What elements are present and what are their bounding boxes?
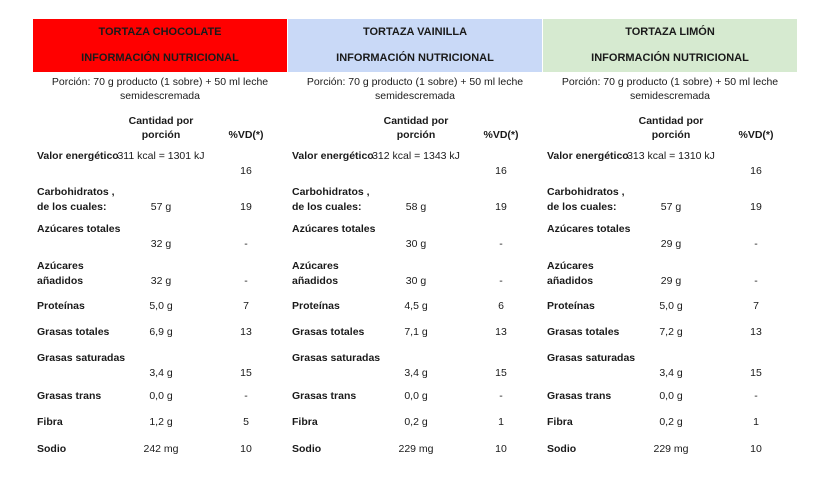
column-headers <box>33 114 287 150</box>
nutrient-quantity: 6,9 g <box>149 326 173 338</box>
column-headers <box>543 114 797 150</box>
nutrient-quantity: 30 g <box>405 238 427 250</box>
nutrient-vd: 7 <box>243 300 249 312</box>
nutrient-label: Valor energético <box>37 150 119 162</box>
nutrient-quantity: 32 g <box>150 275 172 287</box>
nutrient-quantity: 57 g <box>660 201 682 213</box>
header-vd: %VD(*) <box>228 129 264 141</box>
column-headers <box>288 114 542 150</box>
nutrient-vd: 15 <box>750 367 762 379</box>
nutrient-quantity: 5,0 g <box>149 300 173 312</box>
nutrient-label: Carbohidratos , de los cuales: <box>547 186 625 213</box>
nutrient-label: Azúcares totales <box>547 223 631 235</box>
nutrient-label: Fibra <box>37 416 63 428</box>
nutrient-quantity: 0,0 g <box>659 390 683 402</box>
nutrient-label: Proteínas <box>547 300 595 312</box>
nutrient-vd: - <box>244 238 248 250</box>
nutrient-label: Grasas totales <box>547 326 620 338</box>
nutrient-label: Grasas saturadas <box>37 352 126 364</box>
nutrient-quantity: 312 kcal = 1343 kJ <box>372 150 460 162</box>
nutrient-label: Grasas saturadas <box>547 352 636 364</box>
nutrient-quantity: 313 kcal = 1310 kJ <box>627 150 715 162</box>
panel-title: TORTAZA CHOCOLATE <box>33 19 287 45</box>
nutrient-label: Grasas trans <box>292 390 357 402</box>
nutrient-quantity: 3,4 g <box>659 367 683 379</box>
nutrient-quantity: 0,2 g <box>404 416 428 428</box>
nutrient-quantity: 32 g <box>150 238 172 250</box>
nutrient-quantity: 229 mg <box>653 443 689 455</box>
panel-chocolate <box>33 19 287 455</box>
nutrient-vd: 7 <box>753 300 759 312</box>
portion-text: Porción: 70 g producto (1 sobre) + 50 ml leche semidescremada <box>51 76 269 102</box>
panel-title: TORTAZA VAINILLA <box>288 19 542 45</box>
nutrient-vd: - <box>499 238 503 250</box>
nutrient-quantity: 58 g <box>405 201 427 213</box>
nutrient-vd: 19 <box>750 201 762 213</box>
nutrient-vd: 1 <box>498 416 504 428</box>
panel-title: TORTAZA LIMÓN <box>543 19 797 45</box>
nutrient-vd: 10 <box>750 443 762 455</box>
nutrient-quantity: 29 g <box>660 238 682 250</box>
nutrient-label: Azúcares añadidos <box>547 260 594 287</box>
nutrient-vd: 16 <box>495 165 507 177</box>
nutrient-vd: 13 <box>240 326 252 338</box>
nutrient-vd: 6 <box>498 300 504 312</box>
nutrient-vd: 10 <box>240 443 252 455</box>
nutrient-vd: - <box>754 390 758 402</box>
nutrient-label: Grasas totales <box>292 326 365 338</box>
nutrient-vd: - <box>754 238 758 250</box>
nutrient-label: Proteínas <box>292 300 340 312</box>
nutrient-quantity: 1,2 g <box>149 416 173 428</box>
nutrient-label: Grasas trans <box>547 390 612 402</box>
nutrient-label: Carbohidratos , de los cuales: <box>37 186 115 213</box>
nutrient-vd: 19 <box>495 201 507 213</box>
nutrient-quantity: 30 g <box>405 275 427 287</box>
panel-subtitle: INFORMACIÓN NUTRICIONAL <box>33 45 287 72</box>
nutrient-label: Azúcares añadidos <box>292 260 339 287</box>
header-vd: %VD(*) <box>738 129 774 141</box>
nutrient-vd: 5 <box>243 416 249 428</box>
nutrient-vd: - <box>244 390 248 402</box>
nutrient-vd: - <box>754 275 758 287</box>
panel-subtitle: INFORMACIÓN NUTRICIONAL <box>288 45 542 72</box>
header-cantidad: Cantidad por porción <box>638 115 704 141</box>
nutrient-vd: 15 <box>240 367 252 379</box>
nutrient-label: Carbohidratos , de los cuales: <box>292 186 370 213</box>
nutrient-label: Sodio <box>547 443 577 455</box>
panel-subtitle: INFORMACIÓN NUTRICIONAL <box>543 45 797 72</box>
nutrient-label: Sodio <box>292 443 322 455</box>
nutrient-quantity: 7,2 g <box>659 326 683 338</box>
nutrient-label: Fibra <box>292 416 318 428</box>
nutrient-quantity: 242 mg <box>143 443 179 455</box>
header-vd: %VD(*) <box>483 129 519 141</box>
nutrient-label: Valor energético <box>292 150 374 162</box>
nutrient-vd: 13 <box>750 326 762 338</box>
nutrient-quantity: 29 g <box>660 275 682 287</box>
nutrient-quantity: 57 g <box>150 201 172 213</box>
nutrient-label: Grasas saturadas <box>292 352 381 364</box>
panel-vainilla <box>288 19 542 455</box>
nutrient-vd: 16 <box>750 165 762 177</box>
nutrient-label: Grasas trans <box>37 390 102 402</box>
nutrient-label: Azúcares totales <box>37 223 121 235</box>
nutrient-vd: - <box>499 275 503 287</box>
nutrient-label: Proteínas <box>37 300 85 312</box>
nutrient-quantity: 0,2 g <box>659 416 683 428</box>
nutrient-label: Fibra <box>547 416 573 428</box>
nutrient-quantity: 0,0 g <box>404 390 428 402</box>
nutrient-quantity: 229 mg <box>398 443 434 455</box>
panel-limon <box>543 19 797 455</box>
nutrient-label: Grasas totales <box>37 326 110 338</box>
nutrient-quantity: 4,5 g <box>404 300 428 312</box>
nutrient-vd: 19 <box>240 201 252 213</box>
nutrient-vd: 10 <box>495 443 507 455</box>
header-cantidad: Cantidad por porción <box>383 115 449 141</box>
nutrient-vd: 16 <box>240 165 252 177</box>
nutrient-label: Sodio <box>37 443 67 455</box>
nutrient-quantity: 3,4 g <box>149 367 173 379</box>
nutrient-vd: - <box>244 275 248 287</box>
nutrient-vd: 1 <box>753 416 759 428</box>
nutrient-quantity: 5,0 g <box>659 300 683 312</box>
portion-text: Porción: 70 g producto (1 sobre) + 50 ml leche semidescremada <box>561 76 779 102</box>
nutrient-vd: - <box>499 390 503 402</box>
nutrient-vd: 13 <box>495 326 507 338</box>
nutrient-label: Valor energético <box>547 150 629 162</box>
nutrient-quantity: 3,4 g <box>404 367 428 379</box>
nutrient-label: Azúcares totales <box>292 223 376 235</box>
portion-text: Porción: 70 g producto (1 sobre) + 50 ml leche semidescremada <box>306 76 524 102</box>
nutrient-quantity: 7,1 g <box>404 326 428 338</box>
nutrient-quantity: 311 kcal = 1301 kJ <box>117 150 205 162</box>
nutrient-label: Azúcares añadidos <box>37 260 84 287</box>
nutrient-quantity: 0,0 g <box>149 390 173 402</box>
nutrient-vd: 15 <box>495 367 507 379</box>
header-cantidad: Cantidad por porción <box>128 115 194 141</box>
